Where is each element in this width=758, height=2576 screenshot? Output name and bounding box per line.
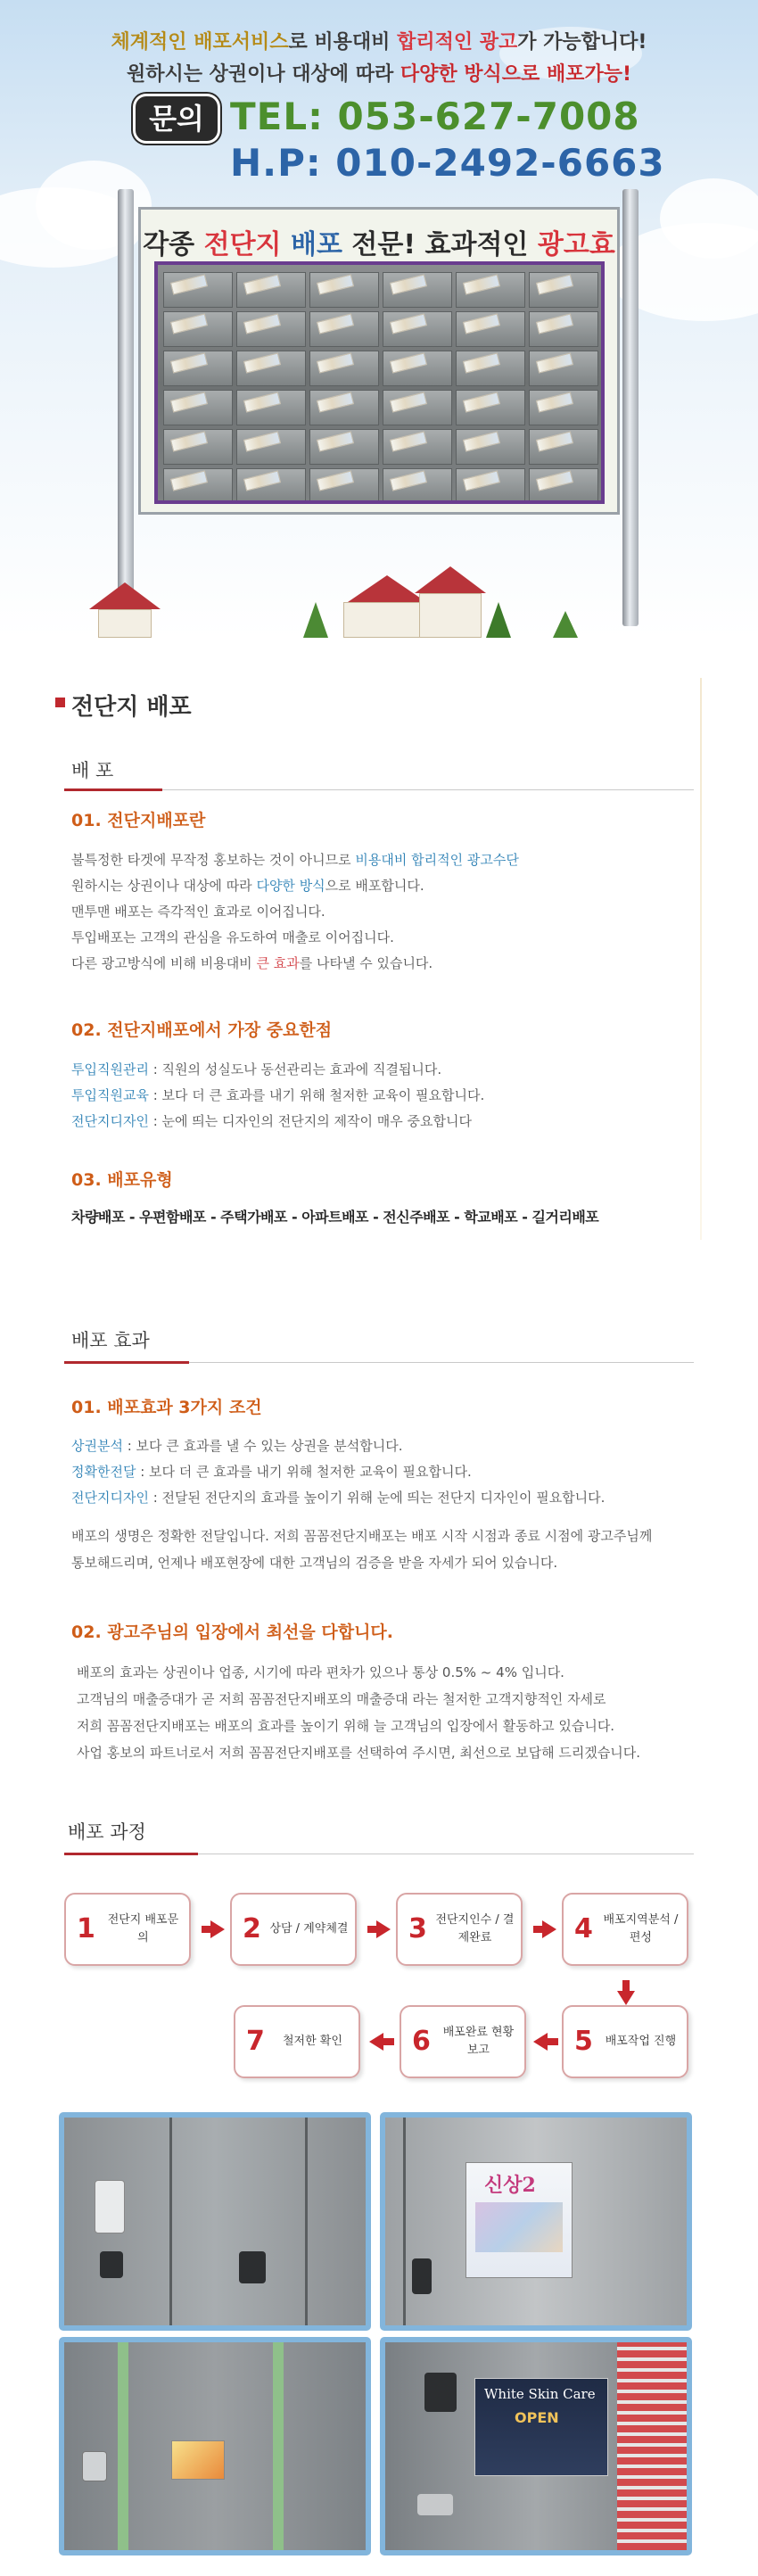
desc-line-1-pre: 불특정한 타겟에 무작정 홍보하는 것이 아니므로 bbox=[71, 852, 356, 868]
best-effort-text bbox=[77, 1659, 640, 1766]
condition-text: : 보다 더 큰 효과를 내기 위해 철저한 교육이 필요합니다. bbox=[136, 1464, 472, 1480]
condition-text: : 보다 큰 효과를 낼 수 있는 상권을 분석합니다. bbox=[122, 1438, 403, 1454]
tagline2-start: 원하시는 상권이나 대상에 따라 bbox=[126, 63, 400, 86]
photo-door-3 bbox=[59, 2337, 371, 2555]
section-heading-effect: 배포 효과 bbox=[71, 1330, 150, 1351]
tagline2-highlight: 다양한 방식으로 배포가능! bbox=[400, 63, 632, 86]
step-number: 1 bbox=[77, 1913, 95, 1944]
note-line: 통보해드리며, 언제나 배포현장에 대한 고객님의 검증을 받을 자세가 되어 있습니다. bbox=[71, 1555, 558, 1571]
hero-banner bbox=[0, 0, 758, 638]
tel-number[interactable]: TEL: 053-627-7008 bbox=[230, 95, 640, 138]
bb-red2: 광고효 bbox=[537, 229, 615, 260]
bb-blue1: 배포 bbox=[281, 229, 342, 260]
distribution-description bbox=[71, 847, 519, 977]
step-label: 배포지역분석 / 편성 bbox=[603, 1913, 679, 1944]
condition-item bbox=[71, 1485, 605, 1511]
important-item bbox=[71, 1109, 484, 1135]
desc-line-5-post: 를 나타낼 수 있습니다. bbox=[299, 955, 433, 971]
important-key: 투입직원교육 bbox=[71, 1087, 149, 1103]
desc-line-1-hl: 비용대비 합리적인 광고수단 bbox=[355, 852, 519, 868]
condition-item bbox=[71, 1433, 605, 1459]
subhead-three-conditions: 01. 배포효과 3가지 조건 bbox=[71, 1398, 262, 1417]
desc-line-2-pre: 원하시는 상권이나 대상에 따라 bbox=[71, 878, 257, 894]
subhead-most-important: 02. 전단지배포에서 가장 중요한점 bbox=[71, 1020, 333, 1040]
step-number: 6 bbox=[412, 2026, 431, 2057]
village-illustration bbox=[0, 571, 758, 638]
page-title: 전단지 배포 bbox=[71, 694, 192, 721]
section-rule-accent bbox=[64, 1853, 198, 1855]
step-number: 3 bbox=[408, 1913, 427, 1944]
step-number: 7 bbox=[246, 2026, 265, 2057]
distribution-types: 차량배포 - 우편함배포 - 주택가배포 - 아파트배포 - 전신주배포 - 학교배포 - 길거리배포 bbox=[71, 1209, 599, 1226]
section-rule-accent bbox=[64, 788, 162, 791]
important-item bbox=[71, 1083, 484, 1109]
photo-door-4 bbox=[380, 2337, 692, 2555]
bb-red1: 전단지 bbox=[203, 229, 282, 260]
bb-pre: 각종 bbox=[143, 229, 204, 260]
process-step-1 bbox=[64, 1893, 191, 1966]
important-key: 전단지디자인 bbox=[71, 1113, 149, 1129]
photo-door-1 bbox=[59, 2112, 371, 2331]
step-label: 배포작업 진행 bbox=[605, 2035, 677, 2048]
process-step-6 bbox=[400, 2005, 526, 2078]
billboard bbox=[138, 207, 620, 515]
step-label: 상담 / 계약체결 bbox=[269, 1922, 349, 1936]
bb-mid: 전문! 효과적인 bbox=[342, 229, 538, 260]
title-bullet-icon bbox=[55, 698, 65, 707]
process-step-7 bbox=[234, 2005, 360, 2078]
arrow-right-icon bbox=[542, 1920, 556, 1938]
step-label: 철저한 확인 bbox=[282, 2035, 342, 2048]
flyer-poster bbox=[466, 2162, 573, 2278]
tagline-bold: 체계적인 배포서비스 bbox=[111, 31, 289, 54]
arrow-right-icon bbox=[210, 1920, 225, 1938]
step-label: 배포완료 현황보고 bbox=[442, 2026, 515, 2057]
condition-key: 전단지디자인 bbox=[71, 1490, 149, 1506]
desc-line-2 bbox=[71, 873, 519, 899]
subhead-best-effort: 02. 광고주님의 입장에서 최선을 다합니다. bbox=[71, 1622, 393, 1642]
billboard-pole-left bbox=[118, 189, 134, 626]
tagline-highlight: 합리적인 광고 bbox=[397, 31, 518, 54]
poster-title: 신상2 bbox=[484, 2174, 536, 2197]
arrow-left-icon bbox=[533, 2033, 548, 2051]
subhead-what-is-distribution: 01. 전단지배포란 bbox=[71, 811, 206, 830]
effect-conditions bbox=[71, 1433, 605, 1511]
note-line: 배포의 생명은 정확한 전달입니다. 저희 꼼꼼전단지배포는 배포 시작 시점과 종료 시점에 광고주님께 bbox=[71, 1528, 653, 1544]
process-step-2 bbox=[230, 1893, 357, 1966]
arrow-left-icon bbox=[369, 2033, 383, 2051]
desc-line-5-pre: 다른 광고방식에 비해 비용대비 bbox=[71, 955, 257, 971]
subhead-distribution-types: 03. 배포유형 bbox=[71, 1170, 173, 1190]
hero-tagline-2 bbox=[0, 59, 758, 87]
step-number: 4 bbox=[574, 1913, 593, 1944]
condition-text: : 전달된 전단지의 효과를 높이기 위해 눈에 띄는 전단지 디자인이 필요합니다. bbox=[148, 1490, 606, 1506]
effort-line: 저희 꼼꼼전단지배포는 배포의 효과를 높이기 위해 늘 고객님의 입장에서 활동하고 있습니다. bbox=[77, 1718, 615, 1734]
important-item bbox=[71, 1057, 484, 1083]
hero-tagline-1 bbox=[0, 27, 758, 54]
skin-care-title: White Skin Care bbox=[484, 2386, 596, 2402]
condition-item bbox=[71, 1459, 605, 1485]
contact-badge: 문의 bbox=[136, 96, 218, 141]
section-rule-accent bbox=[64, 1361, 189, 1364]
mailbox-photo bbox=[154, 261, 605, 504]
effort-line: 배포의 효과는 상권이나 업종, 시기에 따라 편차가 있으나 통상 0.5% ~ 4% 입니다. bbox=[77, 1664, 564, 1680]
important-text: : 눈에 띄는 디자인의 전단지의 제작이 매우 중요합니다 bbox=[148, 1113, 472, 1129]
desc-line-1 bbox=[71, 847, 519, 873]
process-step-5 bbox=[562, 2005, 688, 2078]
desc-line-4: 투입배포는 고객의 관심을 유도하여 매출로 이어집니다. bbox=[71, 929, 394, 945]
step-label: 전단지인수 / 결제완료 bbox=[435, 1913, 515, 1944]
billboard-pole-right bbox=[622, 189, 639, 626]
page-side-rule bbox=[700, 678, 702, 1240]
arrow-down-icon bbox=[617, 1991, 635, 2005]
tagline-end: 가 가능합니다! bbox=[517, 31, 647, 54]
desc-line-3: 맨투맨 배포는 즉각적인 효과로 이어집니다. bbox=[71, 904, 325, 920]
tagline-mid: 로 비용대비 bbox=[288, 31, 398, 54]
process-step-4 bbox=[562, 1893, 688, 1966]
desc-line-5-hl: 큰 효과 bbox=[256, 955, 300, 971]
condition-key: 상권분석 bbox=[71, 1438, 123, 1454]
effort-line: 고객님의 매출증대가 곧 저희 꼼꼼전단지배포의 매출증대 라는 철저한 고객지향적인 자세로 bbox=[77, 1691, 606, 1707]
section-heading-process: 배포 과정 bbox=[68, 1821, 146, 1843]
effect-note bbox=[71, 1523, 652, 1576]
important-key: 투입직원관리 bbox=[71, 1061, 149, 1077]
important-text: : 보다 더 큰 효과를 내기 위해 철저한 교육이 필요합니다. bbox=[148, 1087, 485, 1103]
arrow-right-icon bbox=[376, 1920, 391, 1938]
section-heading-distribution: 배 포 bbox=[71, 760, 114, 781]
important-text: : 직원의 성실도나 동선관리는 효과에 직결됩니다. bbox=[148, 1061, 442, 1077]
step-label: 전단지 배포문의 bbox=[107, 1913, 179, 1944]
desc-line-2-post: 으로 배포합니다. bbox=[325, 878, 424, 894]
hp-number[interactable]: H.P: 010-2492-6663 bbox=[230, 141, 665, 185]
skin-care-poster bbox=[474, 2378, 608, 2476]
photo-door-2 bbox=[380, 2112, 692, 2331]
process-step-3 bbox=[396, 1893, 523, 1966]
desc-line-5 bbox=[71, 951, 519, 977]
important-points bbox=[71, 1057, 484, 1135]
condition-key: 정확한전달 bbox=[71, 1464, 136, 1480]
effort-line: 사업 홍보의 파트너로서 저희 꼼꼼전단지배포를 선택하여 주시면, 최선으로 보답해 드리겠습니다. bbox=[77, 1745, 641, 1761]
desc-line-2-hl: 다양한 방식 bbox=[256, 878, 325, 894]
step-number: 2 bbox=[243, 1913, 261, 1944]
skin-care-open: OPEN bbox=[515, 2409, 559, 2426]
step-number: 5 bbox=[574, 2026, 593, 2057]
